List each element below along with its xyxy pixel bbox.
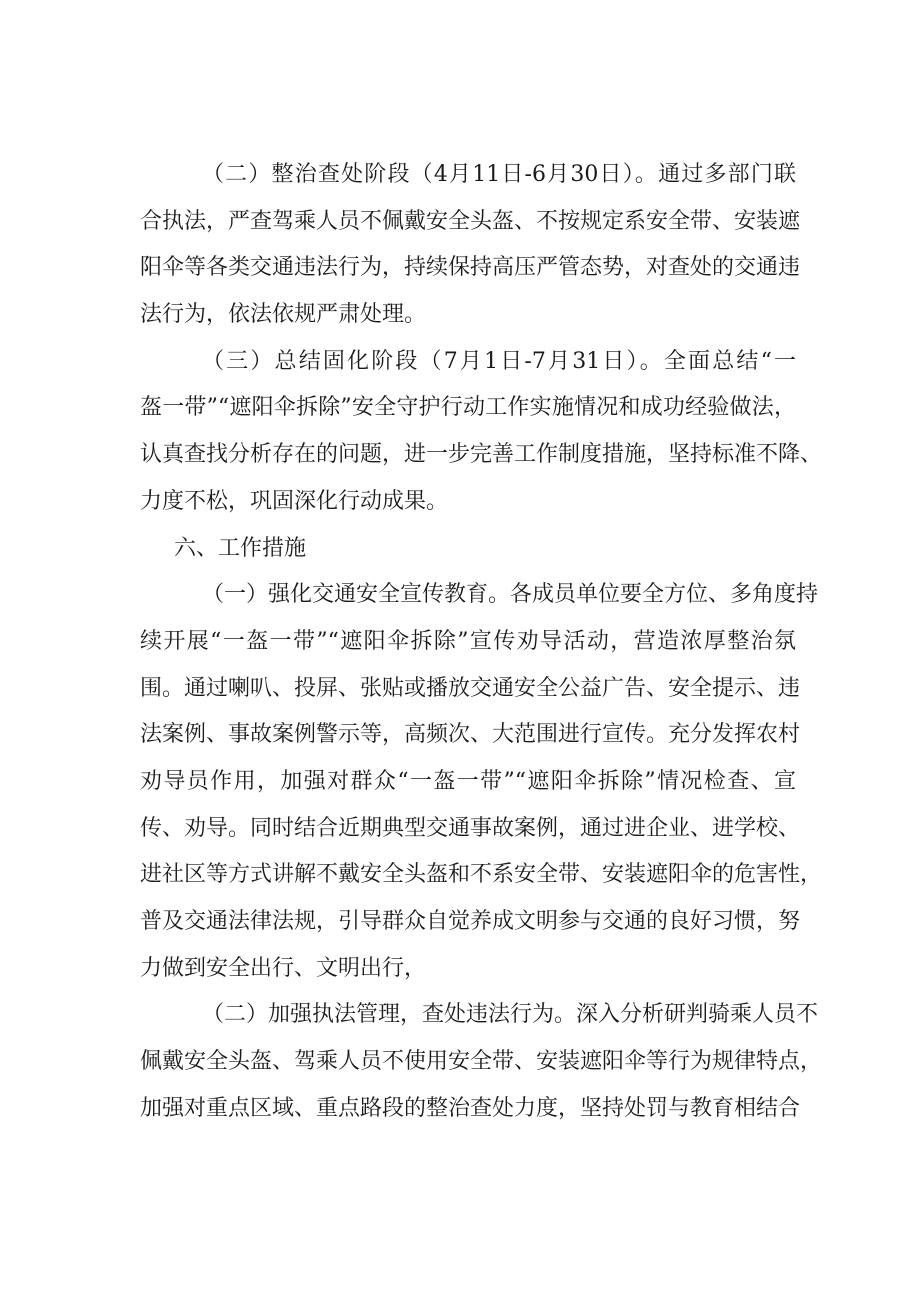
text-line: 普及交通法律法规，引导群众自觉养成文明参与交通的良好习惯，努 bbox=[140, 909, 801, 934]
text-line: 合执法，严查驾乘人员不佩戴安全头盔、不按规定系安全带、安装遮 bbox=[140, 208, 801, 234]
text-line: （三）总结固化阶段（7月1日-7月31日）。全面总结“一 bbox=[202, 348, 796, 374]
text-line: （一）强化交通安全宣传教育。各成员单位要全方位、多角度持 bbox=[202, 582, 819, 608]
paragraph bbox=[140, 998, 823, 1138]
text-line: 盔一带”“遮阳伞拆除”安全守护行动工作实施情况和成功经验做法， bbox=[140, 395, 796, 421]
paragraph bbox=[140, 158, 801, 345]
section-heading bbox=[140, 532, 796, 579]
text-line: 法案例、事故案例警示等，高频次、大范围进行宣传。充分发挥农村 bbox=[140, 722, 801, 748]
document-body bbox=[140, 158, 823, 1138]
paragraph bbox=[140, 578, 823, 998]
text-line: 加强对重点区域、重点路段的整治查处力度，坚持处罚与教育相结合 bbox=[140, 1095, 801, 1121]
text-line: 进社区等方式讲解不戴安全头盔和不系安全带、安装遮阳伞的危害性， bbox=[140, 862, 823, 888]
text-line: （二）加强执法管理，查处违法行为。深入分析研判骑乘人员不 bbox=[202, 1002, 819, 1028]
text-line: 阳伞等各类交通违法行为，持续保持高压严管态势，对查处的交通违 bbox=[140, 255, 801, 281]
paragraph bbox=[140, 345, 823, 532]
text-line: 力度不松，巩固深化行动成果。 bbox=[140, 488, 449, 514]
text-line: 认真查找分析存在的问题，进一步完善工作制度措施，坚持标准不降、 bbox=[140, 442, 823, 468]
text-line: 力做到安全出行、文明出行， bbox=[140, 955, 427, 981]
text-line: 佩戴安全头盔、驾乘人员不使用安全带、安装遮阳伞等行为规律特点， bbox=[140, 1049, 823, 1075]
text-line: （二）整治查处阶段（4月11日-6月30日）。通过多部门联 bbox=[202, 162, 796, 187]
text-line: 法行为，依法依规严肃处理。 bbox=[140, 302, 427, 328]
text-line: 六、工作措施 bbox=[174, 535, 307, 561]
text-line: 传、劝导。同时结合近期典型交通事故案例，通过进企业、进学校、 bbox=[140, 815, 801, 841]
text-line: 劝导员作用，加强对群众“一盔一带”“遮阳伞拆除”情况检查、宣 bbox=[140, 768, 796, 794]
text-line: 续开展“一盔一带”“遮阳伞拆除”宣传劝导活动，营造浓厚整治氛 bbox=[140, 628, 796, 654]
text-line: 围。通过喇叭、投屏、张贴或播放交通安全公益广告、安全提示、违 bbox=[140, 675, 801, 701]
